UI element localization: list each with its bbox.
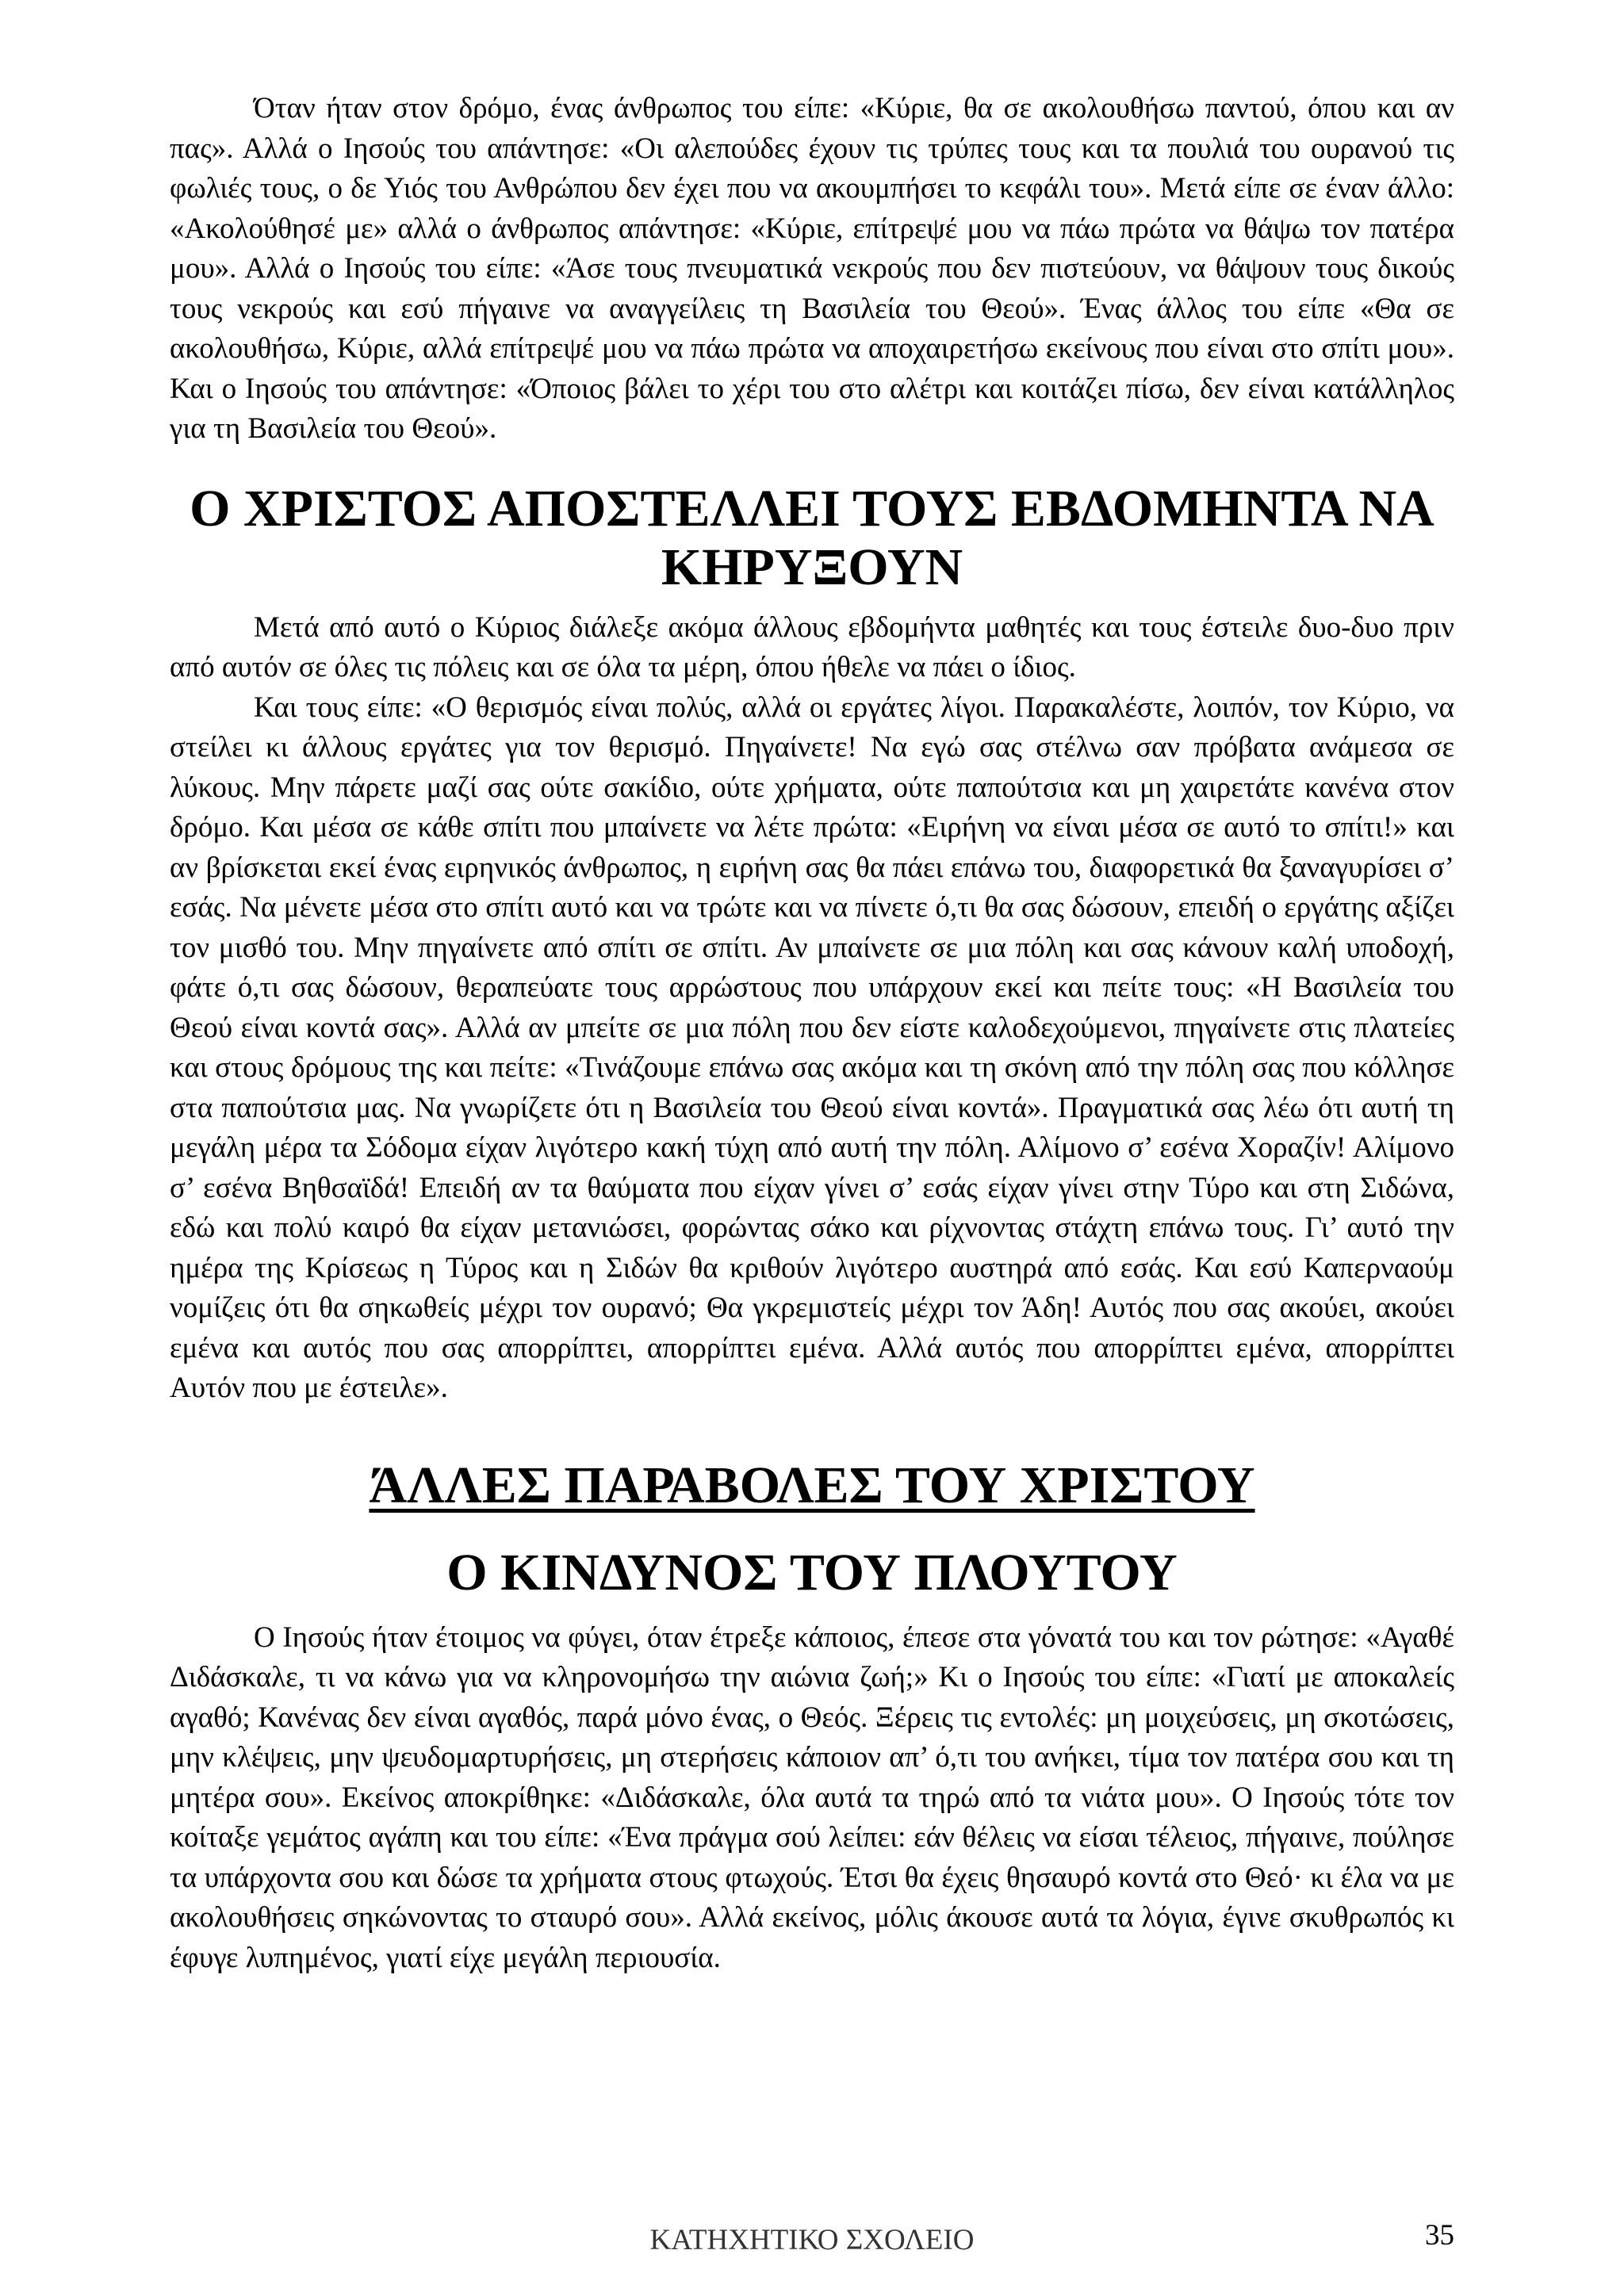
page-content [170,89,1454,1978]
paragraph-seventy-2: Και τους είπε: «Ο θερισμός είναι πολύς, αλλά οι εργάτες λίγοι. Παρακαλέστε, λοιπόν, τον Κύριο, να στείλει κι άλλους εργάτες για τον θερισμό. Πηγαίνετε! Να εγώ σας στέλνω σαν πρόβατα ανάμεσα σε λύκους. Μην πάρετε μαζί σας ούτε σακίδιο, ούτε χρήματα, ούτε παπούτσια και μη χαιρετάτε κανένα στον δρόμο. Και μέσα σε κάθε σπίτι που μπαίνετε να λέτε πρώτα: «Ειρήνη να είναι μέσα σε αυτό το σπίτι!» και αν βρίσκεται εκεί ένας ειρηνικός άνθρωπος, η ειρήνη σας θα πάει επάνω του, διαφορετικά θα ξαναγυρίσει σ’ εσάς. Να μένετε μέσα στο σπίτι αυτό και να τρώτε και να πίνετε ό,τι θα σας δώσουν, επειδή ο εργάτης αξίζει τον μισθό του. Μην πηγαίνετε από σπίτι σε σπίτι. Αν μπαίνετε σε μια πόλη και σας κάνουν καλή υποδοχή, φάτε ό,τι σας δώσουν, θεραπεύατε τους αρρώστους που υπάρχουν εκεί και πείτε τους: «Η Βασιλεία του Θεού είναι κοντά σας». Αλλά αν μπείτε σε μια πόλη που δεν είστε καλοδεχούμενοι, πηγαίνετε στις πλατείες και στους δρόμους της και πείτε: «Τινάζουμε επάνω σας ακόμα και τη σκόνη από την πόλη σας που κόλλησε στα παπούτσια μας. Να γνωρίζετε ότι η Βασιλεία του Θεού είναι κοντά». Πραγματικά σας λέω ότι αυτή τη μεγάλη μέρα τα Σόδομα είχαν λιγότερο κακή τύχη από αυτή την πόλη. Αλίμονο σ’ εσένα Χοραζίν! Αλίμονο σ’ εσένα Βηθσαϊδά! Επειδή αν τα θαύματα που είχαν γίνει σ’ εσάς είχαν γίνει στην Τύρο και στη Σιδώνα, εδώ και πολύ καιρό θα είχαν μετανιώσει, φορώντας σάκο και ρίχνοντας στάχτη επάνω τους. Γι’ αυτό την ημέρα της Κρίσεως η Τύρος και η Σιδών θα κριθούν λιγότερο αυστηρά από εσάς. Και εσύ Καπερναούμ νομίζεις ότι θα σηκωθείς μέχρι τον ουρανό; Θα γκρεμιστείς μέχρι τον Άδη! Αυτός που σας ακούει, ακούει εμένα και αυτός που σας απορρίπτει, απορρίπτει εμένα. Αλλά αυτός που απορρίπτει εμένα, απορρίπτει Αυτόν που με έστειλε». [170,691,1454,1404]
paragraph-wealth: Ο Ιησούς ήταν έτοιμος να φύγει, όταν έτρεξε κάποιος, έπεσε στα γόνατά του και τον ρώτησε: «Αγαθέ Διδάσκαλε, τι να κάνω για να κληρονομήσω την αιώνια ζωή;» Κι ο Ιησούς του είπε: «Γιατί με αποκαλείς αγαθό; Κανένας δεν είναι αγαθός, παρά μόνο ένας, ο Θεός. Ξέρεις τις εντολές: μη μοιχεύσεις, μη σκοτώσεις, μην κλέψεις, μην ψευδομαρτυρήσεις, μη στερήσεις κάποιον απ’ ό,τι του ανήκει, τίμα τον πατέρα σου και τη μητέρα σου». Εκείνος αποκρίθηκε: «Διδάσκαλε, όλα αυτά τα τηρώ από τα νιάτα μου». Ο Ιησούς τότε τον κοίταξε γεμάτος αγάπη και του είπε: «Ένα πράγμα σού λείπει: εάν θέλεις να είσαι τέλειος, πήγαινε, πούλησε τα υπάρχοντα σου και δώσε τα χρήματα στους φτωχούς. Έτσι θα έχεις θησαυρό κοντά στο Θεό· κι έλα να με ακολουθήσεις σηκώνοντας το σταυρό σου». Αλλά εκείνος, μόλις άκουσε αυτά τα λόγια, έγινε σκυθρωπός κι έφυγε λυπημένος, γιατί είχε μεγάλη περιουσία. [170,1621,1454,1974]
footer-title: ΚΑΤΗΧΗΤΙΚΟ ΣΧΟΛΕΙΟ [649,2224,975,2256]
page-footer [170,2219,1454,2263]
section-heading-seventy: Ο ΧΡΙΣΤΟΣ ΑΠΟΣΤΕΛΛΕΙ ΤΟΥΣ ΕΒΔΟΜΗΝΤΑ ΝΑ ΚΗΡΥΞΟΥΝ [190,479,1434,596]
section-heading-wealth: Ο ΚΙΝΔΥΝΟΣ ΤΟΥ ΠΛΟΥΤΟΥ [446,1543,1178,1601]
page-number: 35 [1425,2219,1454,2252]
paragraph-intro: Όταν ήταν στον δρόμο, ένας άνθρωπος του είπε: «Κύριε, θα σε ακολουθήσω παντού, όπου και αν πας». Αλλά ο Ιησούς του απάντησε: «Οι αλεπούδες έχουν τις τρύπες τους και τα πουλιά του ουρανού τις φωλιές τους, ο δε Υιός του Ανθρώπου δεν έχει που να ακουμπήσει το κεφάλι του». Μετά είπε σε έναν άλλο: «Ακολούθησέ με» αλλά ο άνθρωπος απάντησε: «Κύριε, επίτρεψέ μου να πάω πρώτα να θάψω τον πατέρα μου». Αλλά ο Ιησούς του είπε: «Άσε τους πνευματικά νεκρούς που δεν πιστεύουν, να θάψουν τους δικούς τους νεκρούς και εσύ πήγαινε να αναγγείλεις τη Βασιλεία του Θεού». Ένας άλλος του είπε «Θα σε ακολουθήσω, Κύριε, αλλά επίτρεψέ μου να πάω πρώτα να αποχαιρετήσω εκείνους που είναι στο σπίτι μου». Και ο Ιησούς του απάντησε: «Όποιος βάλει το χέρι του στο αλέτρι και κοιτάζει πίσω, δεν είναι κατάλληλος για τη Βασιλεία του Θεού». [170,92,1454,445]
paragraph-seventy-1: Μετά από αυτό ο Κύριος διάλεξε ακόμα άλλους εβδομήντα μαθητές και τους έστειλε δυο-δυο πριν από αυτόν σε όλες τις πόλεις και σε όλα τα μέρη, όπου ήθελε να πάει ο ίδιος. [170,610,1454,683]
chapter-heading-parables: ΆΛΛΕΣ ΠΑΡΑΒΟΛΕΣ ΤΟΥ ΧΡΙΣΤΟΥ [369,1456,1255,1514]
